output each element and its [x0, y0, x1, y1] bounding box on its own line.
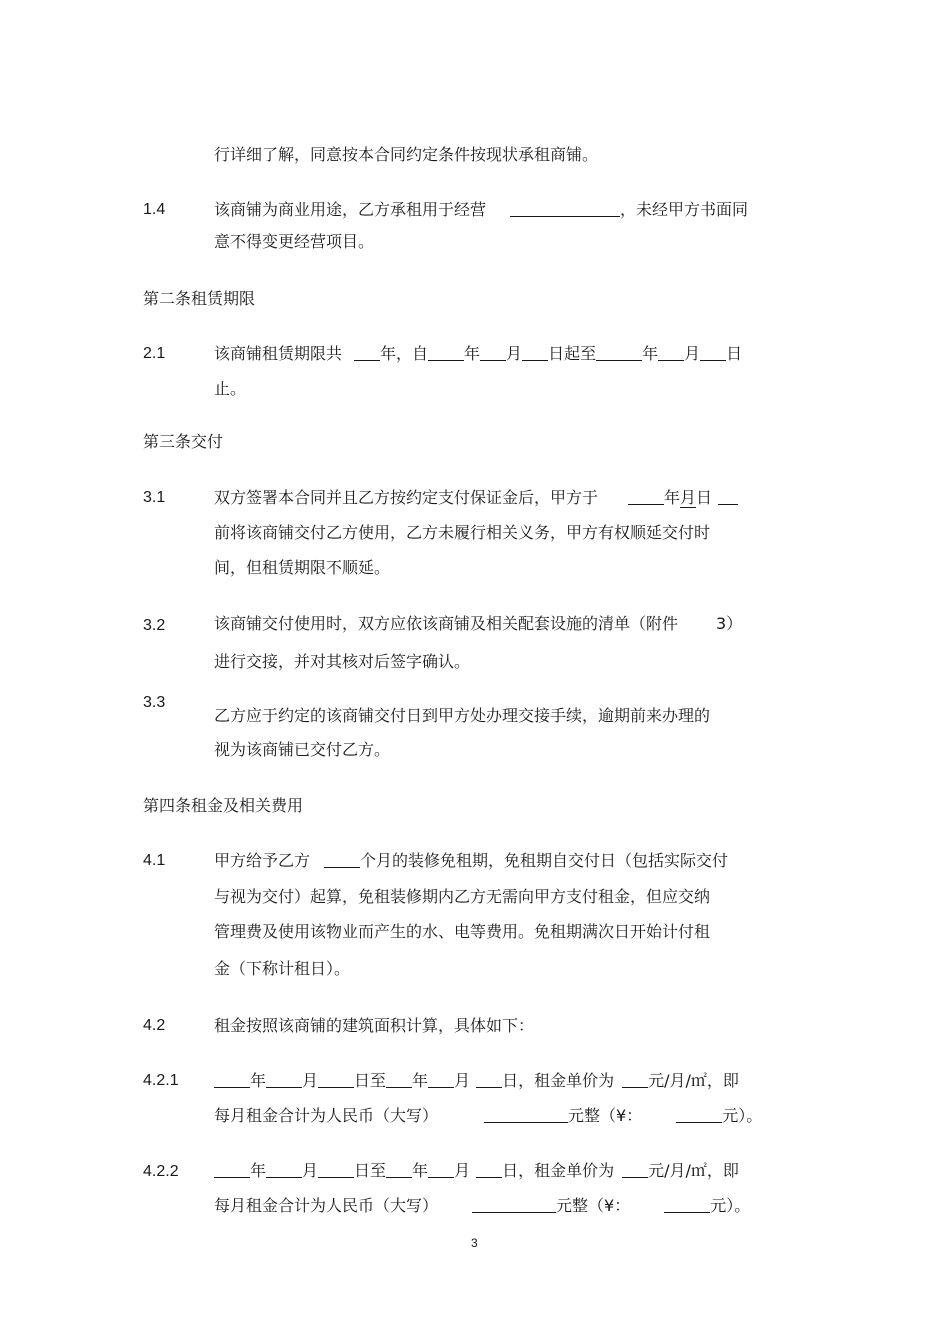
clause-text: 该商铺为商业用途，乙方承租用于经营: [214, 200, 487, 219]
clause-text: 年: [250, 1071, 267, 1090]
period1-unit-price-blank[interactable]: [622, 1071, 648, 1088]
clause-text: 年，自: [380, 344, 429, 363]
clause-text: 日: [726, 344, 743, 363]
clause-text: 年: [664, 488, 681, 507]
clause-text: 月: [684, 344, 701, 363]
clause-number: 3.2: [143, 617, 166, 634]
clause-text: 年: [464, 344, 481, 363]
clause-text: 元）。: [710, 1196, 751, 1215]
paragraph-continuation: 行详细了解，同意按本合同约定条件按现状承租商铺。: [214, 145, 599, 164]
section-heading: 第三条交付: [143, 432, 224, 451]
delivery-year-blank[interactable]: [628, 488, 664, 505]
clause-4-1-line-3: 管理费及使用该物业而产生的水、电等费用。免租期满次日开始计付租: [214, 922, 711, 941]
clause-4-1-line-1: [214, 851, 728, 871]
clause-text: 每月租金合计为人民币（大写）: [214, 1196, 439, 1215]
clause-text: 年: [412, 1161, 429, 1180]
clause-number: 1.4: [143, 201, 166, 218]
business-scope-blank[interactable]: [510, 200, 620, 217]
period2-start-year-blank[interactable]: [214, 1161, 250, 1178]
period2-start-month-blank[interactable]: [266, 1161, 302, 1178]
clause-text: 月: [302, 1161, 319, 1180]
clause-3-1-line-2: 前将该商铺交付乙方使用，乙方未履行相关义务，甲方有权顺延交付时: [214, 523, 711, 542]
clause-3-2-line-1: [214, 614, 742, 634]
clause-text: 甲方给予乙方: [214, 851, 311, 870]
clause-text: 个月的装修免租期，免租期自交付日（包括实际交付: [360, 851, 729, 870]
clause-text: 月: [302, 1071, 319, 1090]
clause-1-4-line-2: 意不得变更经营项目。: [214, 232, 375, 251]
clause-text: 月: [454, 1071, 471, 1090]
clause-text: 双方签署本合同并且乙方按约定支付保证金后，甲方于: [214, 488, 599, 507]
clause-text: 该商铺租赁期限共: [214, 344, 343, 363]
period2-amount-figures-blank[interactable]: [664, 1196, 710, 1213]
clause-text: 元整（¥：: [556, 1196, 631, 1215]
clause-text: 年: [250, 1161, 267, 1180]
period2-unit-price-blank[interactable]: [622, 1161, 648, 1178]
clause-number: 3.3: [143, 694, 166, 711]
clause-text: 元整（¥：: [568, 1106, 643, 1125]
clause-4-2-line-1: 租金按照该商铺的建筑面积计算，具体如下：: [214, 1016, 535, 1035]
clause-text: 日至: [354, 1071, 387, 1090]
page-number: 3: [471, 1236, 478, 1250]
end-month-blank[interactable]: [658, 344, 684, 361]
clause-4-1-line-2: 与视为交付）起算，免租装修期内乙方无需向甲方支付租金，但应交纳: [214, 887, 711, 906]
clause-3-2-line-2: 进行交接，并对其核对后签字确认。: [214, 652, 471, 671]
clause-4-2-2-line-1: [214, 1161, 739, 1181]
period1-end-month-blank[interactable]: [428, 1071, 454, 1088]
clause-text: 日起至: [548, 344, 597, 363]
clause-3-3-line-1: 乙方应于约定的该商铺交付日到甲方处办理交接手续，逾期前来办理的: [214, 706, 711, 725]
period1-amount-words-blank[interactable]: [484, 1106, 568, 1123]
end-year-blank[interactable]: [596, 344, 642, 361]
clause-2-1-line-2: 止。: [214, 379, 247, 398]
clause-text: 日，租金单价为: [502, 1071, 615, 1090]
clause-2-1-line-1: [214, 344, 742, 364]
clause-text: ，未经甲方书面同: [620, 200, 749, 219]
clause-text: 日: [696, 488, 713, 507]
start-day-blank[interactable]: [522, 344, 548, 361]
clause-number: 4.2: [143, 1017, 166, 1034]
period1-end-year-blank[interactable]: [386, 1071, 412, 1088]
clause-text: 年: [642, 344, 659, 363]
period1-start-day-blank[interactable]: [318, 1071, 354, 1088]
start-month-blank[interactable]: [480, 344, 506, 361]
clause-text: 日至: [354, 1161, 387, 1180]
clause-text: 日，租金单价为: [502, 1161, 615, 1180]
period1-amount-figures-blank[interactable]: [676, 1106, 722, 1123]
clause-3-1-line-1: [214, 488, 738, 508]
clause-number: 4.2.2: [143, 1163, 179, 1180]
clause-text: 年: [412, 1071, 429, 1090]
delivery-month-label: 月: [680, 488, 697, 507]
clause-3-3-line-2: 视为该商铺已交付乙方。: [214, 740, 391, 759]
delivery-day-blank[interactable]: [718, 488, 738, 505]
clause-1-4-line-1: [214, 200, 748, 220]
period2-start-day-blank[interactable]: [318, 1161, 354, 1178]
clause-text: 元/月/㎡，即: [648, 1161, 739, 1180]
clause-number: 2.1: [143, 345, 166, 362]
clause-4-2-1-line-1: [214, 1071, 739, 1091]
section-heading: 第二条租赁期限: [143, 289, 256, 308]
clause-text: 元/月/㎡，即: [648, 1071, 739, 1090]
clause-number: 3.1: [143, 489, 166, 506]
period1-start-month-blank[interactable]: [266, 1071, 302, 1088]
lease-years-blank[interactable]: [354, 344, 380, 361]
clause-4-2-2-line-2: [214, 1196, 750, 1216]
start-year-blank[interactable]: [428, 344, 464, 361]
clause-4-2-1-line-2: [214, 1106, 762, 1126]
period2-end-year-blank[interactable]: [386, 1161, 412, 1178]
rent-free-months-blank[interactable]: [324, 851, 360, 868]
clause-text: 月: [506, 344, 523, 363]
period2-end-month-blank[interactable]: [428, 1161, 454, 1178]
clause-3-1-line-3: 间，但租赁期限不顺延。: [214, 558, 391, 577]
clause-text: 每月租金合计为人民币（大写）: [214, 1106, 439, 1125]
section-heading: 第四条租金及相关费用: [143, 796, 304, 815]
clause-text: 该商铺交付使用时，双方应依该商铺及相关配套设施的清单（附件: [214, 614, 679, 633]
attachment-ref: 3）: [716, 614, 743, 633]
clause-4-1-line-4: 金（下称计租日）。: [214, 959, 351, 978]
clause-text: 元）。: [722, 1106, 763, 1125]
clause-number: 4.2.1: [143, 1072, 179, 1089]
period2-amount-words-blank[interactable]: [472, 1196, 556, 1213]
end-day-blank[interactable]: [700, 344, 726, 361]
period1-start-year-blank[interactable]: [214, 1071, 250, 1088]
clause-number: 4.1: [143, 852, 166, 869]
period2-end-day-blank[interactable]: [476, 1161, 502, 1178]
period1-end-day-blank[interactable]: [476, 1071, 502, 1088]
clause-text: 月: [454, 1161, 471, 1180]
